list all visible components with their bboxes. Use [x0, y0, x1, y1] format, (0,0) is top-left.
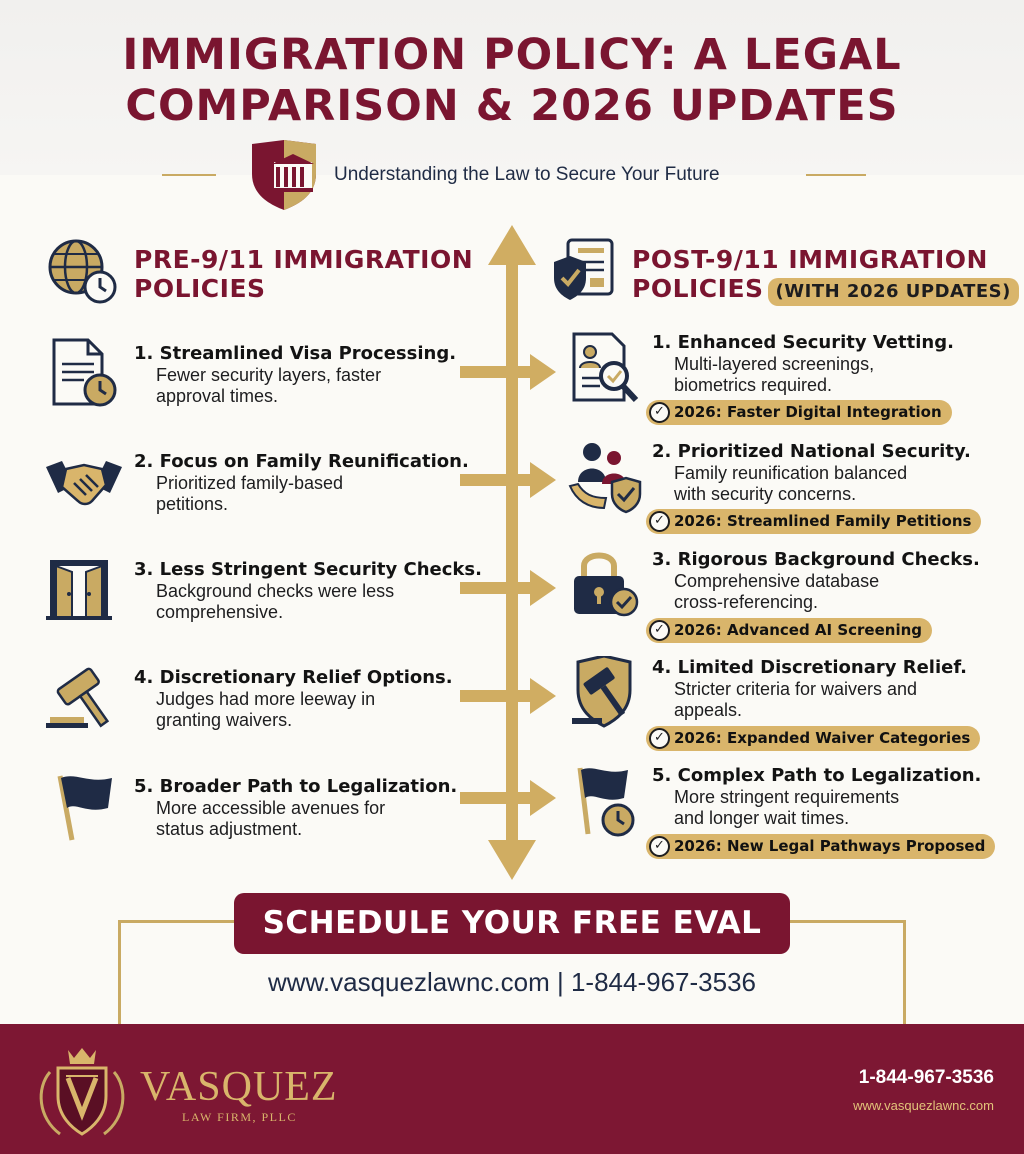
pre-item-3: 3. Less Stringent Security Checks. Background checks were less comprehensive. [134, 559, 482, 622]
update-pill-3: ✓ 2026: Advanced AI Screening [646, 618, 932, 643]
update-pill-2: ✓ 2026: Streamlined Family Petitions [646, 509, 981, 534]
flag-icon [52, 770, 118, 844]
subtitle: Understanding the Law to Secure Your Future [334, 164, 720, 185]
document-shield-icon [550, 236, 624, 304]
post-item-3: 3. Rigorous Background Checks. Comprehensive database cross-referencing. [652, 549, 980, 612]
family-shield-icon [568, 438, 642, 514]
brand-subtitle: LAW FIRM, PLLC [182, 1110, 297, 1124]
title-line-1: IMMIGRATION POLICY: A LEGAL [122, 30, 902, 80]
pre-heading [134, 245, 473, 303]
pre-item-5: 5. Broader Path to Legalization. More accessible avenues for status adjustment. [134, 776, 458, 839]
divider-left [162, 174, 216, 176]
shield-gavel-icon [570, 656, 642, 730]
post-item-5: 5. Complex Path to Legalization. More stringent requirements and longer wait times. [652, 765, 982, 828]
handshake-icon [44, 455, 124, 511]
pre-item-2: 2. Focus on Family Reunification. Prioritized family-based petitions. [134, 451, 469, 514]
check-icon: ✓ [649, 620, 670, 641]
globe-clock-icon [46, 237, 118, 305]
open-door-icon [46, 558, 114, 622]
schedule-eval-button[interactable]: SCHEDULE YOUR FREE EVAL [234, 893, 790, 954]
check-icon: ✓ [649, 836, 670, 857]
title-line-2: COMPARISON & 2026 UPDATES [125, 81, 899, 131]
post-item-2: 2. Prioritized National Security. Family reunification balanced with security concerns. [652, 441, 971, 504]
footer-url[interactable]: www.vasquezlawnc.com [853, 1098, 994, 1113]
flag-clock-icon [574, 764, 638, 840]
padlock-check-icon [570, 548, 640, 618]
check-icon: ✓ [649, 402, 670, 423]
update-pill-4: ✓ 2026: Expanded Waiver Categories [646, 726, 980, 751]
check-icon: ✓ [649, 511, 670, 532]
pre-heading-line-2: POLICIES [134, 274, 266, 303]
check-icon: ✓ [649, 728, 670, 749]
id-magnifier-icon [570, 330, 642, 406]
pre-heading-line-1: PRE-9/11 IMMIGRATION [134, 245, 474, 274]
post-heading-line-2: POLICIES [632, 274, 764, 303]
post-heading-line-1: POST-9/11 IMMIGRATION [632, 245, 988, 274]
post-item-4: 4. Limited Discretionary Relief. Stricter criteria for waivers and appeals. [652, 657, 968, 720]
updates-badge: (WITH 2026 UPDATES) [768, 278, 1019, 306]
law-firm-crest-logo [30, 1044, 134, 1144]
footer-phone[interactable]: 1-844-967-3536 [858, 1067, 994, 1088]
document-clock-icon [50, 338, 120, 410]
pre-item-1: 1. Streamlined Visa Processing. Fewer security layers, faster approval times. [134, 343, 457, 406]
contact-line[interactable]: www.vasquezlawnc.com | 1-844-967-3536 [267, 967, 756, 997]
post-heading [632, 245, 1019, 306]
courthouse-shield-icon [244, 140, 324, 212]
update-pill-5: ✓ 2026: New Legal Pathways Proposed [646, 834, 995, 859]
update-pill-1: ✓ 2026: Faster Digital Integration [646, 400, 952, 425]
pre-item-4: 4. Discretionary Relief Options. Judges had more leeway in granting waivers. [134, 667, 453, 730]
post-item-1: 1. Enhanced Security Vetting. Multi-layered screenings, biometrics required. [652, 332, 954, 395]
divider-right [806, 174, 866, 176]
brand-name: VASQUEZ [140, 1064, 338, 1110]
page-title [0, 30, 1024, 132]
gavel-icon [46, 665, 122, 729]
